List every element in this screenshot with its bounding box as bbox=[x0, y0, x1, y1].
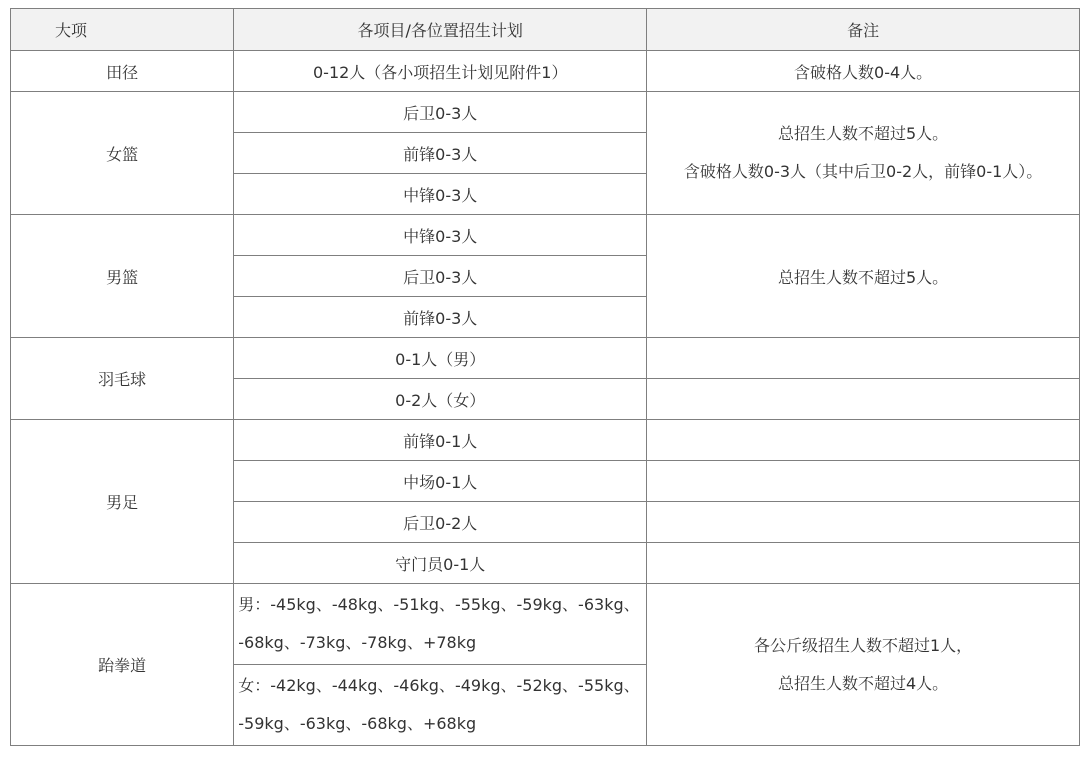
plan-cell: 后卫0-3人 bbox=[234, 92, 647, 133]
plan-cell: 中锋0-3人 bbox=[234, 215, 647, 256]
note-cell: 含破格人数0-4人。 bbox=[647, 51, 1080, 92]
note-line: 总招生人数不超过4人。 bbox=[778, 673, 949, 693]
header-plan: 各项目/各位置招生计划 bbox=[234, 9, 647, 51]
enrollment-plan-table bbox=[10, 8, 1080, 746]
plan-cell: 中锋0-3人 bbox=[234, 174, 647, 215]
plan-cell: 后卫0-3人 bbox=[234, 256, 647, 297]
note-cell bbox=[647, 584, 1080, 746]
note-cell-empty bbox=[647, 502, 1080, 543]
category-tianjing: 田径 bbox=[11, 51, 234, 92]
category-nanlan: 男篮 bbox=[11, 215, 234, 338]
header-category: 大项 bbox=[11, 9, 234, 51]
note-cell: 总招生人数不超过5人。 bbox=[647, 215, 1080, 338]
note-cell-empty bbox=[647, 420, 1080, 461]
note-cell-empty bbox=[647, 338, 1080, 379]
table-header-row bbox=[11, 9, 1080, 51]
table-row bbox=[11, 51, 1080, 92]
plan-cell: 0-1人（男） bbox=[234, 338, 647, 379]
note-line: 各公斤级招生人数不超过1人， bbox=[754, 635, 973, 655]
table-row bbox=[11, 215, 1080, 256]
note-cell bbox=[647, 92, 1080, 215]
table-row bbox=[11, 584, 1080, 665]
plan-cell: 0-2人（女） bbox=[234, 379, 647, 420]
plan-cell: 前锋0-1人 bbox=[234, 420, 647, 461]
plan-cell: 中场0-1人 bbox=[234, 461, 647, 502]
table-row bbox=[11, 338, 1080, 379]
plan-cell: 守门员0-1人 bbox=[234, 543, 647, 584]
plan-cell-male-weights: 男：-45kg、-48kg、-51kg、-55kg、-59kg、-63kg、-68kg、-73kg、-78kg、+78kg bbox=[234, 584, 647, 665]
plan-cell-female-weights: 女：-42kg、-44kg、-46kg、-49kg、-52kg、-55kg、-59kg、-63kg、-68kg、+68kg bbox=[234, 665, 647, 746]
note-cell-empty bbox=[647, 379, 1080, 420]
plan-cell: 前锋0-3人 bbox=[234, 133, 647, 174]
enrollment-table-container bbox=[10, 8, 1080, 746]
plan-cell: 0-12人（各小项招生计划见附件1） bbox=[234, 51, 647, 92]
header-note: 备注 bbox=[647, 9, 1080, 51]
note-cell-empty bbox=[647, 461, 1080, 502]
note-line: 含破格人数0-3人（其中后卫0-2人，前锋0-1人）。 bbox=[683, 162, 1043, 181]
plan-cell: 前锋0-3人 bbox=[234, 297, 647, 338]
table-row bbox=[11, 92, 1080, 133]
category-yumaoqiu: 羽毛球 bbox=[11, 338, 234, 420]
plan-cell: 后卫0-2人 bbox=[234, 502, 647, 543]
note-line: 总招生人数不超过5人。 bbox=[778, 124, 949, 143]
category-nvlan: 女篮 bbox=[11, 92, 234, 215]
category-nanzu: 男足 bbox=[11, 420, 234, 584]
note-cell-empty bbox=[647, 543, 1080, 584]
category-taiquandao: 跆拳道 bbox=[11, 584, 234, 746]
table-row bbox=[11, 420, 1080, 461]
